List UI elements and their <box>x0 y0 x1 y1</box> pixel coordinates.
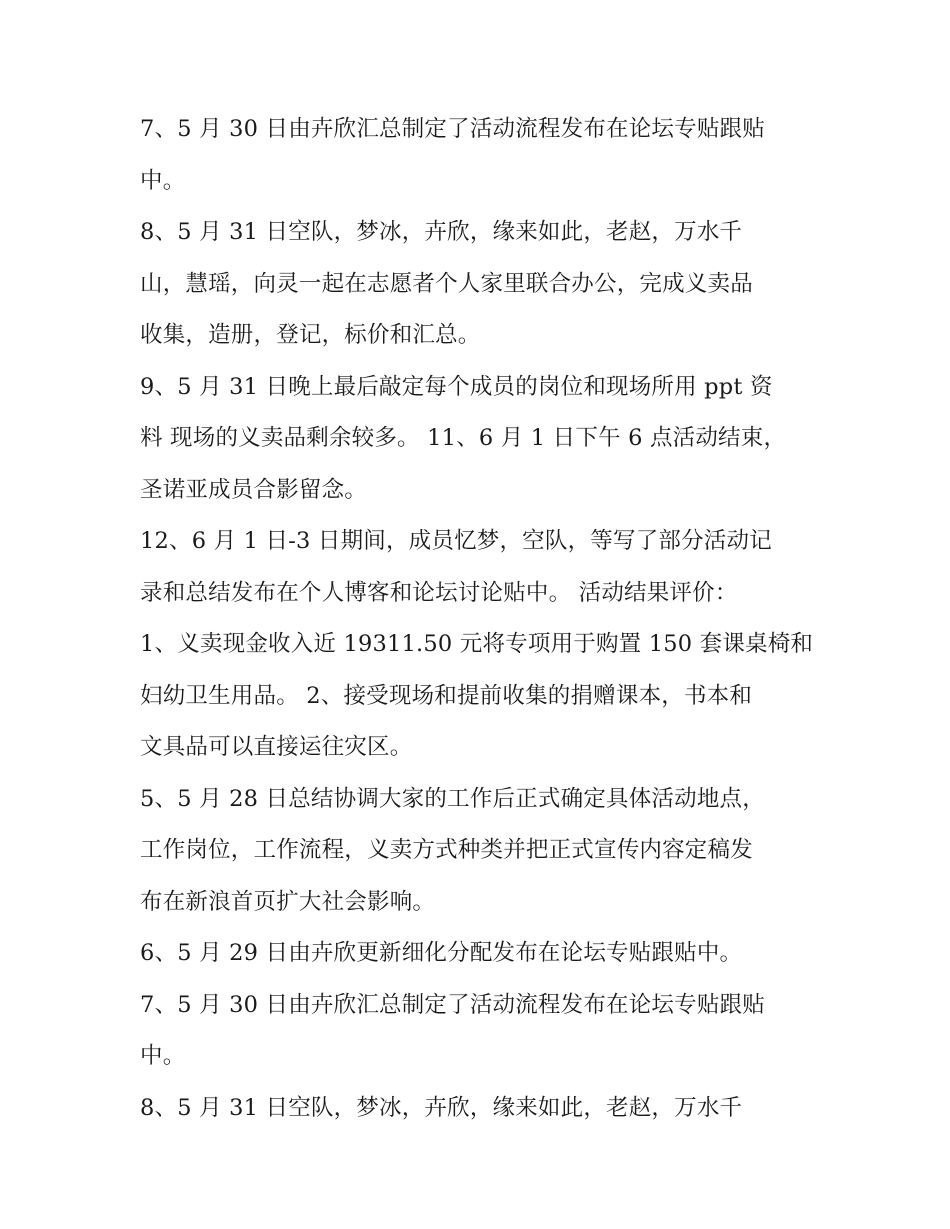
text-line: 1、义卖现金收入近 19311.50 元将专项用于购置 150 套课桌椅和 <box>140 631 814 657</box>
text-line: 12、6 月 1 日-3 日期间，成员忆梦，空队，等写了部分活动记 <box>140 528 772 554</box>
text-line: 中。 <box>140 167 186 194</box>
text-line: 布在新浪首页扩大社会影响。 <box>140 888 436 915</box>
text-line: 5、5 月 28 日总结协调大家的工作后正式确定具体活动地点， <box>140 785 765 812</box>
text-line: 录和总结发布在个人博客和论坛讨论贴中。 活动结果评价： <box>140 579 738 606</box>
text-line: 8、5 月 31 日空队，梦冰，卉欣，缘来如此，老赵，万水千 <box>140 1094 743 1121</box>
text-line: 6、5 月 29 日由卉欣更新细化分配发布在论坛专贴跟贴中。 <box>140 940 743 966</box>
text-line: 收集，造册，登记，标价和汇总。 <box>140 322 481 348</box>
text-line: 妇幼卫生用品。 2、接受现场和提前收集的捐赠课本，书本和 <box>140 682 753 709</box>
text-line: 文具品可以直接运往灾区。 <box>140 734 413 760</box>
document-body <box>140 104 820 1134</box>
text-line: 7、5 月 30 日由卉欣汇总制定了活动流程发布在论坛专贴跟贴 <box>140 991 765 1018</box>
text-line: 圣诺亚成员合影留念。 <box>140 476 368 503</box>
text-line: 工作岗位，工作流程，义卖方式种类并把正式宣传内容定稿发 <box>140 837 753 863</box>
text-line: 山，慧瑶，向灵一起在志愿者个人家里联合办公，完成义卖品 <box>140 270 753 297</box>
text-line: 料 现场的义卖品剩余较多。 11、6 月 1 日下午 6 点活动结束， <box>140 425 787 451</box>
text-line: 中。 <box>140 1043 186 1069</box>
text-line: 8、5 月 31 日空队，梦冰，卉欣，缘来如此，老赵，万水千 <box>140 219 743 245</box>
text-line: 7、5 月 30 日由卉欣汇总制定了活动流程发布在论坛专贴跟贴 <box>140 116 765 142</box>
text-line: 9、5 月 31 日晚上最后敲定每个成员的岗位和现场所用 ppt 资 <box>140 373 773 400</box>
